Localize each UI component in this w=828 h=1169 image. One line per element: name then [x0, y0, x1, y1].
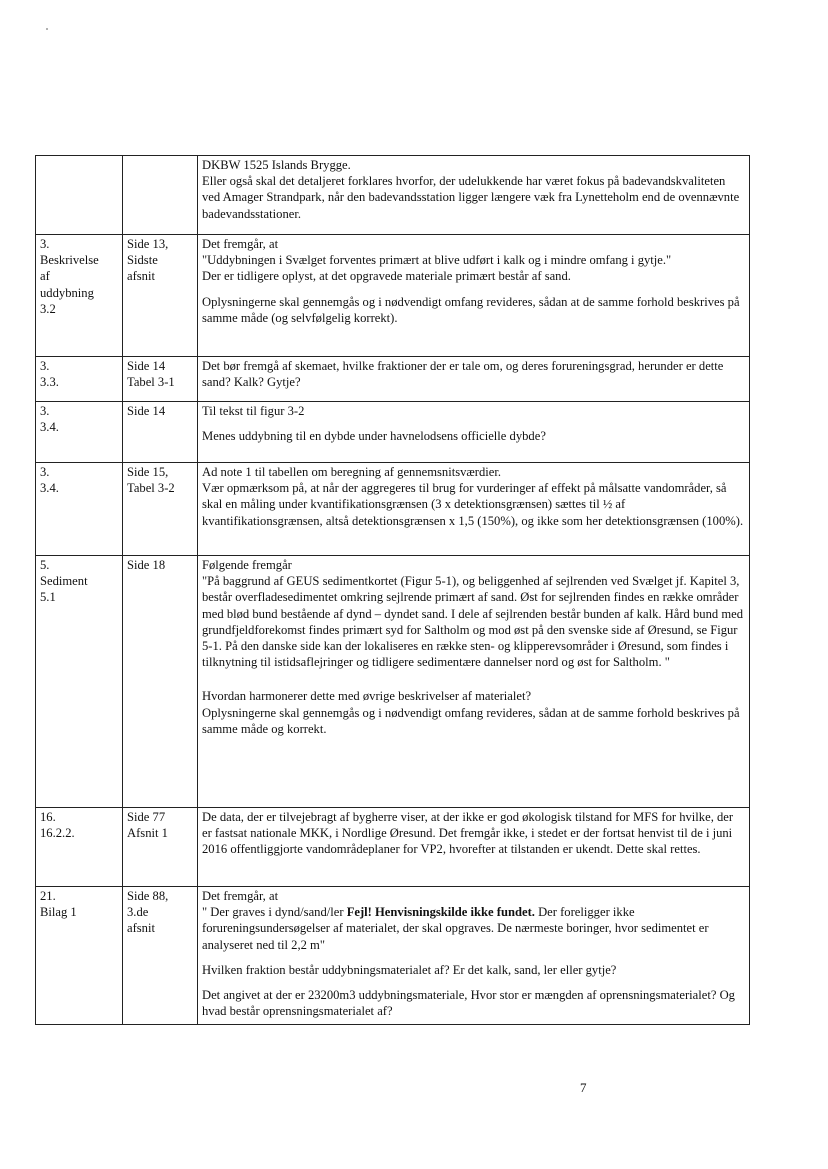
- paragraph-gap: [202, 670, 745, 688]
- page-line: afsnit: [127, 921, 155, 936]
- page-line: Side 77: [127, 810, 166, 824]
- page-line: Sidste: [127, 253, 158, 268]
- quote-text: " Der graves i dynd/sand/ler: [202, 905, 347, 920]
- table-row: [36, 402, 750, 463]
- paragraph-gap: [202, 285, 745, 294]
- ref-line: 3.: [40, 237, 50, 251]
- ref-line: Beskrivelse: [40, 253, 99, 268]
- ref-line: af: [40, 269, 50, 284]
- ref-line: 16.2.2.: [40, 826, 75, 841]
- ref-cell: [36, 887, 123, 1025]
- paragraph-gap: [202, 978, 745, 987]
- page-line: Tabel 3-1: [127, 375, 175, 390]
- page-cell: [123, 357, 198, 402]
- page-line: Afsnit 1: [127, 826, 168, 841]
- comment-cell: [198, 808, 750, 887]
- page-line: Side 88,: [127, 889, 169, 903]
- ref-line: Bilag 1: [40, 905, 77, 920]
- ref-cell: [36, 156, 123, 235]
- comment-line: Hvilken fraktion består uddybningsmaterialet af? Er det kalk, sand, ler eller gytje?: [202, 962, 617, 977]
- page-line: Tabel 3-2: [127, 481, 175, 496]
- comment-cell: [198, 556, 750, 808]
- ref-cell: [36, 463, 123, 556]
- ref-line: 3.4.: [40, 481, 59, 496]
- ref-line: 3.: [40, 404, 50, 418]
- comment-line: Menes uddybning til en dybde under havnelodsens officielle dybde?: [202, 429, 546, 444]
- table-row: [36, 463, 750, 556]
- ref-cell: [36, 556, 123, 808]
- ref-line: 3.2: [40, 301, 56, 316]
- reference-error-text: Fejl! Henvisningskilde ikke fundet.: [346, 905, 535, 920]
- comment-line: Det fremgår, at: [202, 237, 279, 251]
- ref-line: 3.3.: [40, 375, 59, 390]
- page-cell: [123, 402, 198, 463]
- scan-speck: [46, 28, 48, 30]
- ref-line: 5.: [40, 558, 50, 572]
- comment-line: Oplysningerne skal gennemgås og i nødvendigt omfang revideres, sådan at de samme forhold beskrives på samme måde og korrekt.: [202, 705, 740, 736]
- paragraph-gap: [202, 953, 745, 962]
- comment-line: Ad note 1 til tabellen om beregning af gennemsnitsværdier.: [202, 465, 502, 479]
- page-line: Side 14: [127, 359, 166, 373]
- table-row: [36, 887, 750, 1025]
- page-cell: [123, 156, 198, 235]
- page-line: afsnit: [127, 269, 155, 284]
- comment-line: Følgende fremgår: [202, 558, 292, 572]
- page-cell: [123, 556, 198, 808]
- comment-line: "Uddybningen i Svælget forventes primært at blive udført i kalk og i mindre omfang i gytje.": [202, 253, 672, 268]
- ref-cell: [36, 357, 123, 402]
- comment-line: Vær opmærksom på, at når der aggregeres til brug for vurderinger af effekt på målsatte vandområder, så skal en måling under kvantifikationsgrænsen (3 x detektionsgrænsen) sættes til ½ af kvantifikationsgrænsen, altså detektionsgrænsen x 1,5 (150%), og ikke som her detektionsgrænsen (100%).: [202, 481, 744, 528]
- ref-line: Sediment: [40, 574, 88, 589]
- comment-line: De data, der er tilvejebragt af bygherre viser, at der ikke er god økologisk tilstand for MFS for hvilke, der er fastsat nationale MKK, i Nordlige Øresund. Det fremgår ikke, i stedet er der fortsat henvist til de i juni 2016 offentliggjorte vandområdeplaner for VP2, hvorefter at tilstanden er ukendt. Dette skal rettes.: [202, 810, 734, 857]
- paragraph-gap: [202, 419, 745, 428]
- table-row: [36, 556, 750, 808]
- comment-cell: [198, 887, 750, 1025]
- comment-line: Eller også skal det detaljeret forklares hvorfor, der udelukkende har været fokus på badevandskvaliteten ved Amager Strandpark, når den badevandsstation ligger længere væk fra Lynetteholm end de ovennævnte badevandsstationer.: [202, 174, 740, 221]
- comment-cell: [198, 357, 750, 402]
- quote-text: Der foreligger ikke forureningsundersøgelser af materialet, der skal opgraves. De nærmeste boringer, hvor sedimentet er analyseret ned til 2,2 m": [202, 905, 709, 952]
- ref-cell: [36, 402, 123, 463]
- page-line: Side 15,: [127, 465, 169, 479]
- comment-line: Der er tidligere oplyst, at det opgravede materiale primært består af sand.: [202, 269, 571, 284]
- page-line: 3.de: [127, 905, 149, 920]
- comment-cell: [198, 156, 750, 235]
- page-cell: [123, 887, 198, 1025]
- comment-line: "På baggrund af GEUS sedimentkortet (Figur 5-1), og beliggenhed af sejlrenden ved Svælget jf. Kapitel 3, består overfladesedimentet omkring sejlrende primært af sand. Øst for sejlrenden findes en række områder med blød bund bestående af dynd – dyndet sand. I dele af sejlrenden består bunden af kalk. Hård bund med grundfjeldforekomst findes primært syd for Saltholm og mod øst på den svenske side af Øresund, se Figur 5-1. På den danske side kan der lokaliseres en række sten- og klipperevsområder i Øresund, som findes i tilknytning til istidsaflejringer og tidligere sedimentære dannelser nord og øst for Saltholm. ": [202, 574, 744, 670]
- table-row: [36, 357, 750, 402]
- comment-line: DKBW 1525 Islands Brygge.: [202, 158, 351, 172]
- ref-line: 3.: [40, 359, 50, 373]
- table-row: [36, 156, 750, 235]
- page-line: Side 14: [127, 404, 166, 418]
- comment-cell: [198, 463, 750, 556]
- comment-line: Hvordan harmonerer dette med øvrige beskrivelser af materialet?: [202, 689, 532, 704]
- ref-cell: [36, 808, 123, 887]
- ref-line: uddybning: [40, 285, 94, 300]
- comment-line: Det bør fremgå af skemaet, hvilke fraktioner der er tale om, og deres forureningsgrad, herunder er dette sand? Kalk? Gytje?: [202, 359, 724, 390]
- page-line: Side 13,: [127, 237, 169, 251]
- table-row: [36, 235, 750, 357]
- quoted-passage: [202, 904, 745, 953]
- review-table: [35, 155, 750, 1025]
- page-cell: [123, 808, 198, 887]
- comment-cell: [198, 402, 750, 463]
- page-cell: [123, 235, 198, 357]
- page-cell: [123, 463, 198, 556]
- page-number: 7: [580, 1080, 587, 1095]
- table-row: [36, 808, 750, 887]
- ref-line: 5.1: [40, 590, 56, 605]
- comment-line: Oplysningerne skal gennemgås og i nødvendigt omfang revideres, sådan at de samme forhold beskrives på samme måde (og selvfølgelig korrekt).: [202, 294, 740, 325]
- ref-line: 3.: [40, 465, 50, 479]
- ref-line: 16.: [40, 810, 56, 824]
- comment-line: Til tekst til figur 3-2: [202, 404, 305, 418]
- comment-line: Det angivet at der er 23200m3 uddybningsmateriale, Hvor stor er mængden af oprensningsmaterialet? Og hvad består oprensningsmaterialet af?: [202, 988, 735, 1019]
- page-line: Side 18: [127, 558, 166, 572]
- ref-line: 21.: [40, 889, 56, 903]
- ref-cell: [36, 235, 123, 357]
- ref-line: 3.4.: [40, 420, 59, 435]
- comment-line: Det fremgår, at: [202, 889, 279, 903]
- comment-cell: [198, 235, 750, 357]
